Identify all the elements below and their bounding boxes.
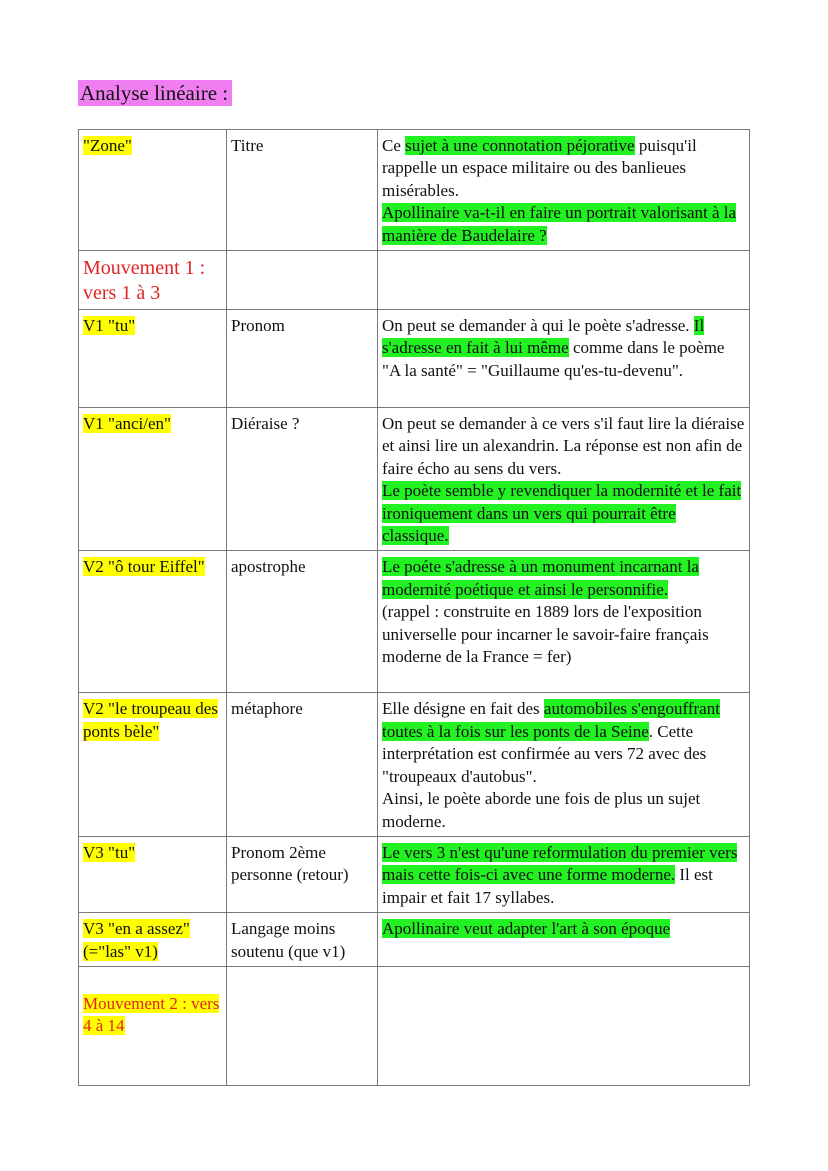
- table-row: [79, 251, 750, 310]
- movement-1-heading: Mouvement 1 : vers 1 à 3: [83, 257, 206, 305]
- quote-text: "Zone": [83, 136, 132, 155]
- quote-text: V1 "tu": [83, 316, 136, 336]
- table-row: [79, 913, 750, 967]
- table-row: [79, 551, 750, 693]
- table-row: [79, 310, 750, 408]
- table-row: [79, 966, 750, 1085]
- table-row: [79, 408, 750, 551]
- table-row: [79, 836, 750, 912]
- cell-device: Langage moins soutenu (que v1): [227, 913, 378, 967]
- quote-text: V3 "tu": [83, 842, 136, 862]
- quote-text: V2 "ô tour Eiffel": [83, 557, 205, 577]
- cell-device: Diéraise ?: [227, 408, 378, 551]
- cell-analysis: Apollinaire veut adapter l'art à son époque: [378, 913, 750, 967]
- cell-empty: [227, 966, 378, 1085]
- cell-quote: [79, 130, 227, 251]
- table-row: [79, 693, 750, 836]
- cell-analysis: Elle désigne en fait des automobiles s'engouffrant toutes à la fois sur les ponts de la Seine. Cette interprétation est confirmée au vers 72 avec des "troupeaux d'autobus". Ainsi, le poète aborde une fois de plus un sujet moderne.: [378, 693, 750, 836]
- cell-analysis: On peut se demander à qui le poète s'adresse. Il s'adresse en fait à lui même comme dans le poème "A la santé" = "Guillaume qu'es-tu-devenu".: [378, 310, 750, 408]
- cell-analysis: Ce sujet à une connotation péjorative puisqu'il rappelle un espace militaire ou des banlieues misérables. Apollinaire va-t-il en faire un portrait valorisant à la manière de Baudelaire ?: [378, 130, 750, 251]
- quote-text: V2 "le troupeau des ponts bèle": [83, 699, 218, 741]
- cell-device: métaphore: [227, 693, 378, 836]
- cell-analysis: On peut se demander à ce vers s'il faut lire la diéraise et ainsi lire un alexandrin. La réponse est non afin de faire écho au sens du vers. Le poète semble y revendiquer la modernité et le fait ironiquement dans un vers qui pourrait être classique.: [378, 408, 750, 551]
- cell-device: Titre: [227, 130, 378, 251]
- cell-quote: [79, 551, 227, 693]
- cell-device: Pronom: [227, 310, 378, 408]
- cell-empty: [378, 966, 750, 1085]
- cell-movement-heading: [79, 251, 227, 310]
- cell-analysis: Le vers 3 n'est qu'une reformulation du premier vers mais cette fois-ci avec une forme moderne. Il est impair et fait 17 syllabes.: [378, 836, 750, 912]
- cell-quote: [79, 913, 227, 967]
- cell-quote: [79, 408, 227, 551]
- cell-device: Pronom 2ème personne (retour): [227, 836, 378, 912]
- page-title: Analyse linéaire :: [78, 80, 232, 106]
- cell-device: apostrophe: [227, 551, 378, 693]
- cell-analysis: Le poéte s'adresse à un monument incarnant la modernité poétique et ainsi le personnifie. (rappel : construite en 1889 lors de l'exposition universelle pour incarner le savoir-faire français moderne de la France = fer): [378, 551, 750, 693]
- table-row: [79, 130, 750, 251]
- quote-text: V1 "anci/en": [83, 414, 171, 434]
- cell-empty: [227, 251, 378, 310]
- cell-empty: [378, 251, 750, 310]
- movement-2-heading: Mouvement 2 : vers 4 à 14: [83, 993, 220, 1036]
- quote-text: V3 "en a assez" (="las" v1): [83, 919, 190, 961]
- cell-quote: [79, 310, 227, 408]
- cell-quote: [79, 693, 227, 836]
- cell-movement-heading: [79, 966, 227, 1085]
- analysis-table: [78, 129, 750, 1086]
- cell-quote: [79, 836, 227, 912]
